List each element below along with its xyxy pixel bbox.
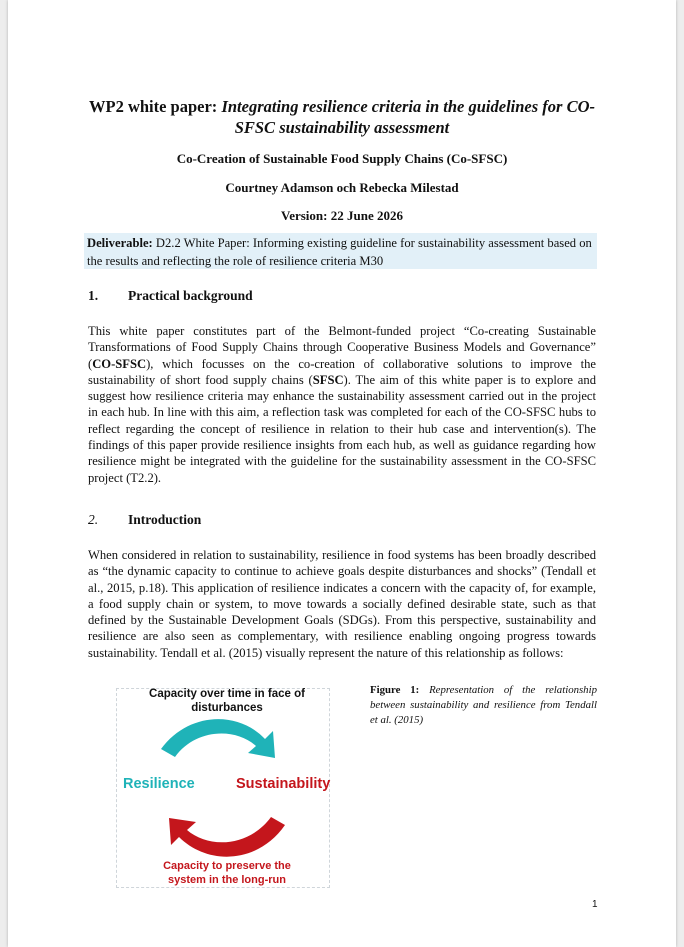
version: Version: 22 June 2026 — [281, 208, 403, 223]
section2-heading — [88, 512, 201, 528]
document-title — [78, 96, 606, 138]
title-prefix: WP2 white paper: — [88, 97, 222, 116]
authors: Courtney Adamson och Rebecka Milestad — [225, 180, 459, 195]
figure-resilience-sustainability — [116, 688, 330, 888]
section1-paragraph: This white paper constitutes part of the Belmont-funded project “Co-creating Sustainable Transformations of Food Supply Chains through Cooperative Business Models and Governance” (CO-SFSC), which focusses on the co-creation of collaborative solutions to improve the sustainability of short food supply chains (SFSC). The aim of this white paper is to explore and suggest how resilience criteria may enhance the sustainability assessment carried out in the project in each hub. In line with this aim, a reflection task was completed for each of the CO-SFSC hubs to reflect regarding the concept of resilience in relation to their hub case and intervention(s). The findings of this paper provide resilience insights from each hub, as well as guidance regarding how resilience might be integrated with the guideline for the sustainability assessment in the CO-SFSC project (T2.2). — [88, 324, 596, 485]
caption-text: Representation of the relationship between sustainability and resilience from Tendall et al. (2015) — [370, 684, 597, 726]
section2-number: 2. — [88, 512, 99, 527]
sustainability-label: Sustainability — [236, 776, 331, 792]
title-italic: Integrating resilience criteria in the guidelines for CO-SFSC sustainability assessment — [221, 97, 595, 137]
section2-paragraph: When considered in relation to sustainability, resilience in food systems has been broadly described as “the dynamic capacity to continue to achieve goals despite disturbances and shocks” (Tendall et al., 2015, p.18). This application of resilience indicates a concern with the capacity of, for example, a food supply chain or system, to move towards a socially defined desirable state, such as that defined by the Sustainable Development Goals (SDGs). From this perspective, sustainability and resilience are also seen as complementary, with resilience enabling ongoing progress towards sustainability. Tendall et al. (2015) visually represent the nature of this relationship as follows: — [88, 548, 596, 660]
teal-arrow-icon — [161, 719, 275, 758]
figure-bottom-text: Capacity to preserve the system in the long-run — [163, 860, 291, 886]
deliverable-label: Deliverable: — [87, 236, 153, 250]
section1-heading — [88, 288, 253, 304]
caption-label: Figure 1: — [370, 684, 420, 696]
project-name: Co-Creation of Sustainable Food Supply Chains (Co-SFSC) — [176, 151, 508, 166]
section1-title: Practical background — [128, 288, 253, 303]
red-arrow-icon — [169, 817, 285, 857]
resilience-label: Resilience — [123, 776, 195, 792]
document-page — [8, 0, 676, 947]
deliverable-text: D2.2 White Paper: Informing existing guideline for sustainability assessment based on the results and reflecting the role of resilience criteria M30 — [87, 236, 592, 268]
deliverable-box — [84, 233, 597, 269]
page-number: 1 — [592, 899, 598, 910]
figure-caption — [370, 683, 597, 728]
section2-title: Introduction — [128, 512, 202, 527]
figure-top-text: Capacity over time in face of disturbances — [149, 688, 305, 714]
section1-number: 1. — [88, 288, 99, 303]
